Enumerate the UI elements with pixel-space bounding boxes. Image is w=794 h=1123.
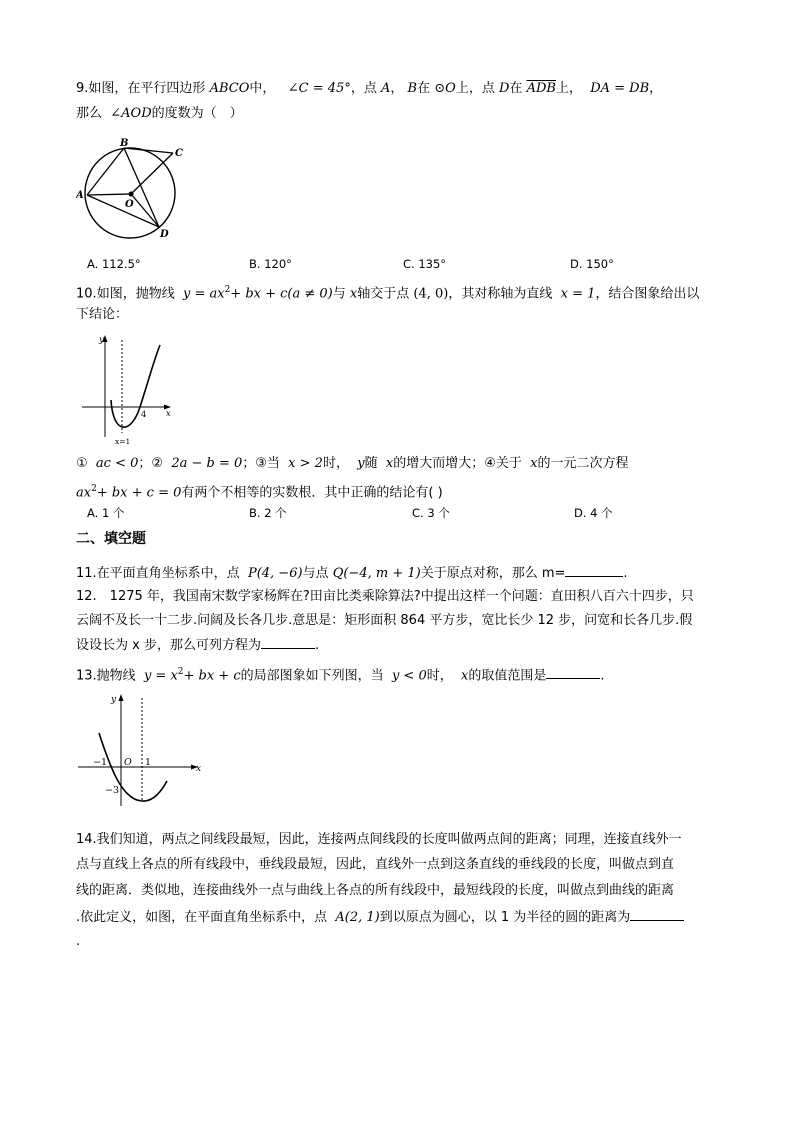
seg-od [131, 194, 159, 227]
q13-answer-blank[interactable] [546, 667, 600, 679]
label-x: x [196, 764, 202, 774]
q14-answer-blank[interactable] [630, 909, 684, 921]
arc-adb: $\overline{ADB}$ [526, 81, 556, 96]
label-1: 1 [145, 757, 152, 768]
label-y: y [111, 695, 117, 705]
q13-figure [74, 688, 210, 808]
label-b: B [120, 138, 129, 149]
seg-co [131, 153, 173, 194]
q10-option-b[interactable]: B. 2 个 [249, 506, 287, 520]
q14-line5: . [76, 934, 81, 949]
section-heading: 二、填空题 [76, 531, 146, 547]
label-neg1: −1 [93, 757, 108, 768]
label-d: D [160, 229, 169, 240]
q10-option-c[interactable]: C. 3 个 [412, 506, 450, 520]
q13-line: 13.抛物线 $y = x^2+$ bx + c的局部图象如下列图，当 y < 0时， x的取值范围是 . [76, 667, 605, 684]
q9-option-a[interactable]: A. 112.5° [87, 257, 141, 271]
q11-answer-blank[interactable] [565, 565, 623, 577]
q12-line3: 设设长为 x 步，那么可列方程为 . [76, 638, 320, 653]
seg-bd [124, 148, 159, 227]
label-o: O [125, 199, 134, 210]
q9-option-b[interactable]: B. 120° [249, 257, 292, 271]
y-arrow [119, 694, 124, 701]
q14-line3: 线的距离．类似地，连接曲线外一点与曲线上各点的所有线段中，最短线段的长度，叫做点到曲线的距离 [76, 883, 675, 898]
label-y: y [99, 335, 104, 345]
q12-line1: 12. 1275 年，我国南宋数学家杨辉在?田亩比类乘除算法?中提出这样一个问题：直田积八百六十四步，只 [76, 589, 694, 604]
q10-line1: 10.如图，抛物线 $y = ax^2+$ bx + c(a ≠ 0)与 x轴交于点 (4, 0)，其对称轴为直线 x = 1，结合图象给出以 [76, 285, 700, 302]
q12-line2: 云阔不及长一十二步.问阔及长各几步.意思是：矩形面积 864 平方步，宽比长少 12 步，问宽和长各几步.假 [76, 613, 693, 628]
q9-line1: 9.如图，在平行四边形 ABCO中， ∠C = 45°，点 A， B在 ⊙O上，点 D在 $\overline{ADB}$上， DA = DB， [76, 81, 663, 96]
q11-line: 11.在平面直角坐标系中，点 P(4, −6)与点 Q(−4, m + 1)关于原点对称，那么 m= . [76, 566, 628, 581]
center-dot [129, 192, 134, 197]
q14-line2: 点与直线上各点的所有线段中，垂线段最短，因此，直线外一点到这条直线的垂线段的长度，叫做点到直 [76, 857, 675, 872]
label-4: 4 [141, 410, 147, 420]
label-x1: x=1 [115, 437, 131, 446]
q10-option-a[interactable]: A. 1 个 [87, 506, 125, 520]
q10-conclusions-line2: $ax^2+$ bx + c = 0有两个不相等的实数根．其中正确的结论有( ) [76, 484, 443, 501]
q9-option-d[interactable]: D. 150° [570, 257, 614, 271]
label-a: A [76, 190, 84, 201]
label-neg3: −3 [105, 785, 120, 796]
q9-figure [76, 136, 196, 244]
q9-line2: 那么 ∠AOD的度数为（ ） [76, 106, 243, 121]
seg-ad [87, 195, 159, 227]
q10-option-d[interactable]: D. 4 个 [574, 506, 613, 520]
q14-line4: .依此定义，如图，在平面直角坐标系中，点 A(2, 1)到以原点为圆心，以 1 为半径的圆的距离为 [76, 909, 684, 926]
label-x: x [166, 409, 171, 419]
q9-option-c[interactable]: C. 135° [403, 257, 447, 271]
q10-figure [80, 332, 176, 446]
seg-ao [87, 194, 131, 195]
q10-conclusions-line1: ① ac < 0；② 2a − b = 0；③当 x > 2时， y随 x的增大而增大；④关于 x的一元二次方程 [76, 456, 629, 471]
parabola [111, 345, 160, 427]
q10-line2: 下结论： [76, 307, 129, 322]
q12-answer-blank[interactable] [261, 637, 315, 649]
q14-line1: 14.我们知道，两点之间线段最短，因此，连接两点间线段的长度叫做两点间的距离；同理，连接直线外一 [76, 832, 682, 847]
label-c: C [175, 148, 183, 159]
label-o: O [124, 757, 132, 768]
